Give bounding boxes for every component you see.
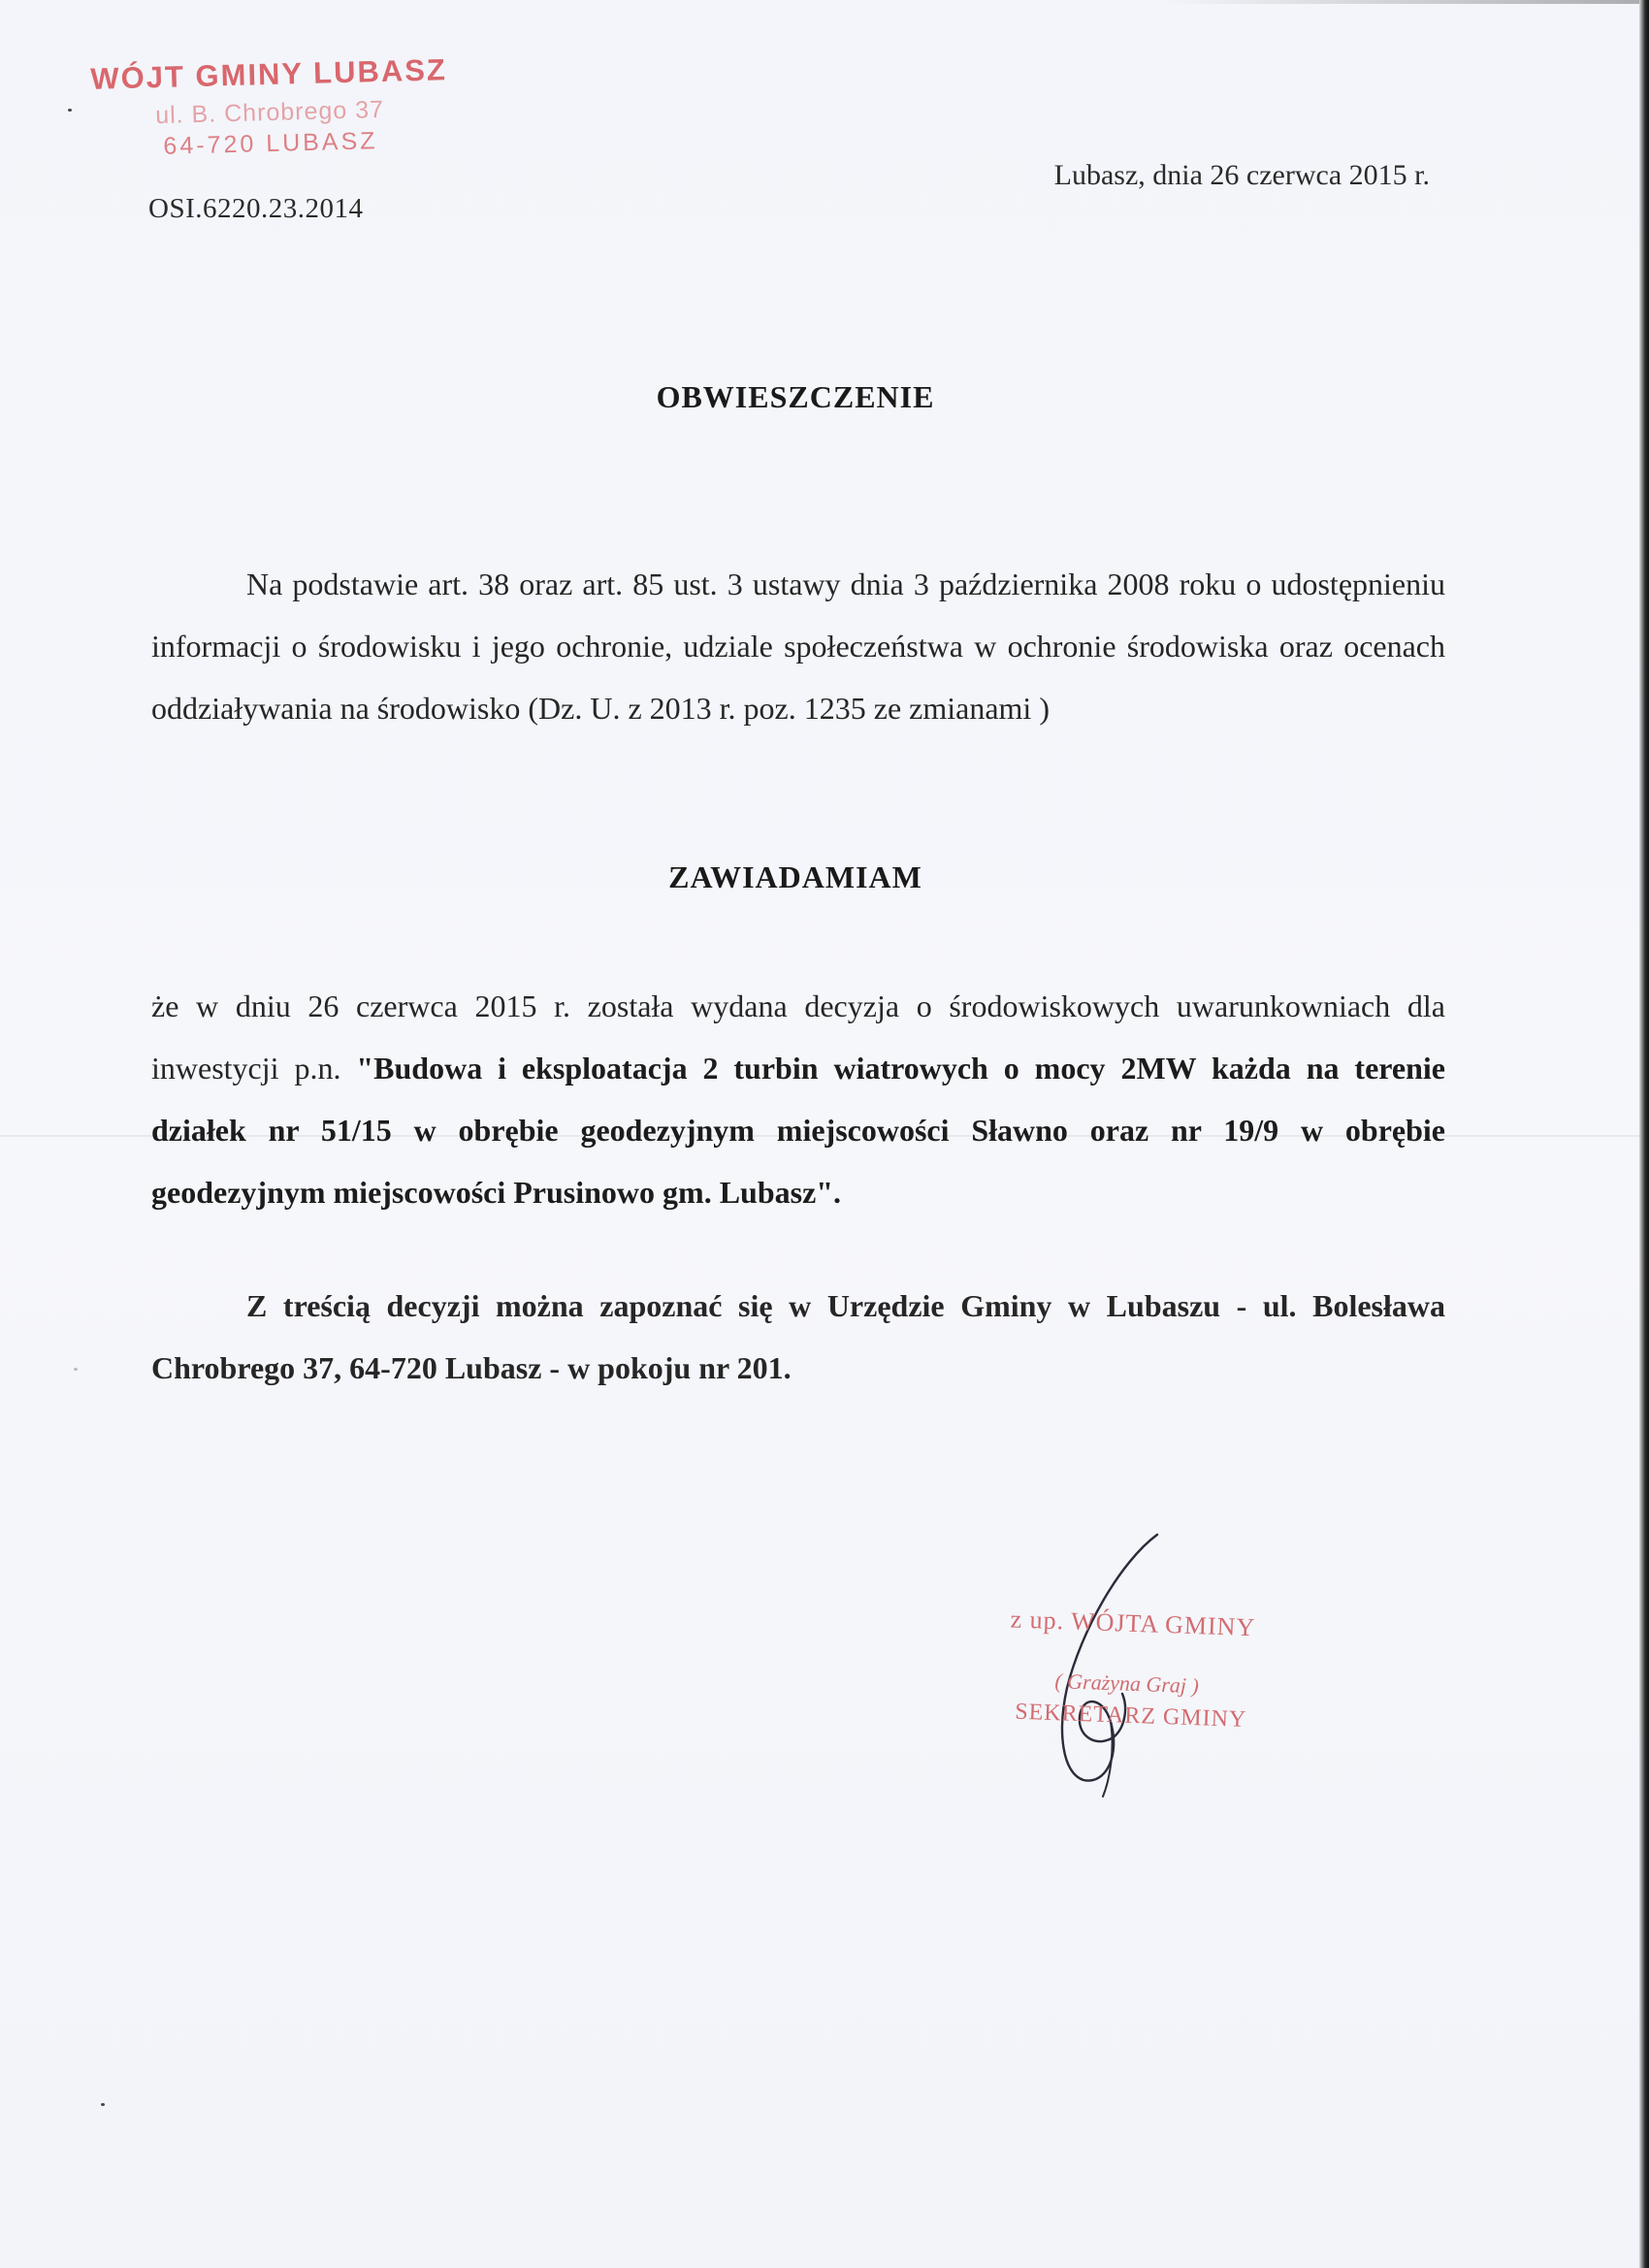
inspection-info-paragraph: Z treścią decyzji można zapoznać się w Urzędzie Gminy w Lubaszu - ul. Bolesława Chrobrego 37, 64-720 Lubasz - w pokoju nr 201.	[151, 1288, 1445, 1385]
office-stamp	[84, 51, 456, 164]
signatory-name: ( Grażyna Graj )	[1054, 1669, 1200, 1699]
scan-speck	[101, 2103, 105, 2106]
decision-paragraph	[151, 975, 1445, 1223]
stamp-line-3: 64-720 LUBASZ	[163, 127, 378, 160]
signature-authority: z up. WÓJTA GMINY	[1010, 1604, 1256, 1642]
document-title: OBWIESZCZENIE	[656, 379, 935, 414]
signatory-title: SEKRETARZ GMINY	[1014, 1699, 1247, 1733]
decision-intro: że w dniu 26 czerwca 2015 r. została wydana decyzja o środowiskowych uwarunkowniach dla inwestycji p.n.	[151, 988, 1445, 1085]
investment-name: "Budowa i eksploatacja 2 turbin wiatrowych o mocy 2MW każda na terenie działek nr 51/15 w obrębie geodezyjnym miejscowości Sławno oraz nr 19/9 w obrębie geodezyjnym miejscowości Prusinowo gm. Lubasz".	[151, 1051, 1446, 1210]
signature-stamp	[1007, 1600, 1321, 1734]
scan-edge	[1639, 0, 1649, 2268]
document-date: Lubasz, dnia 26 czerwca 2015 r.	[1053, 159, 1430, 191]
scan-edge	[1164, 0, 1649, 4]
scan-speck	[74, 1368, 78, 1371]
stamp-line-2: ul. B. Chrobrego 37	[154, 95, 385, 130]
scan-speck	[68, 109, 72, 112]
stamp-line-1: WÓJT GMINY LUBASZ	[89, 52, 448, 96]
reference-number: OSI.6220.23.2014	[148, 193, 364, 224]
announcement-heading: ZAWIADAMIAM	[668, 859, 922, 894]
legal-basis-paragraph: Na podstawie art. 38 oraz art. 85 ust. 3 ustawy dnia 3 października 2008 roku o udostępnieniu informacji o środowisku i jego ochronie, udziale społeczeństwa w ochronie środowiska oraz ocenach oddziaływania na środowisko (Dz. U. z 2013 r. poz. 1235 ze zmianami )	[151, 567, 1445, 726]
